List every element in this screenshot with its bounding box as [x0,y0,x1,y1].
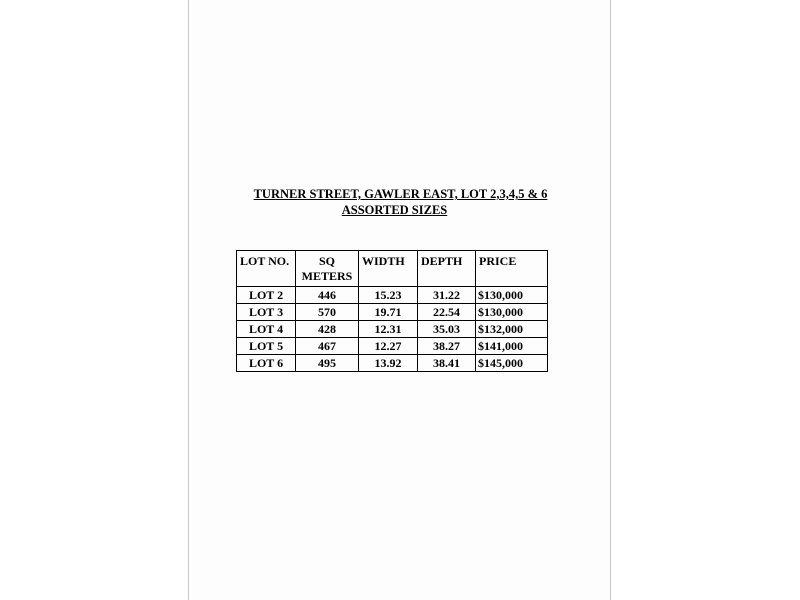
cell-lot: LOT 2 [237,287,296,304]
document-title: TURNER STREET, GAWLER EAST, LOT 2,3,4,5 & 6 [253,187,548,201]
header-width: WIDTH [359,251,418,287]
cell-price: $132,000 [476,321,548,338]
cell-width: 12.31 [359,321,418,338]
cell-lot: LOT 4 [237,321,296,338]
cell-lot: LOT 5 [237,338,296,355]
header-lot-no: LOT NO. [237,251,296,287]
table-row [237,304,548,321]
header-sq-line1: SQ [318,254,335,268]
cell-sq: 570 [296,304,359,321]
cell-price: $141,000 [476,338,548,355]
table-row [237,338,548,355]
cell-depth: 35.03 [418,321,476,338]
cell-width: 19.71 [359,304,418,321]
cell-sq: 428 [296,321,359,338]
cell-lot: LOT 3 [237,304,296,321]
cell-width: 12.27 [359,338,418,355]
cell-sq: 467 [296,338,359,355]
table-row [237,321,548,338]
cell-lot: LOT 6 [237,355,296,372]
table-row [237,287,548,304]
header-sq-line2: METERS [301,269,353,283]
document-subtitle: ASSORTED SIZES [341,203,448,217]
title-block [189,186,612,218]
cell-sq: 495 [296,355,359,372]
cell-depth: 22.54 [418,304,476,321]
table-header-row [237,251,548,287]
cell-sq: 446 [296,287,359,304]
lot-table [236,250,548,372]
cell-depth: 38.27 [418,338,476,355]
header-price: PRICE [476,251,548,287]
cell-width: 13.92 [359,355,418,372]
cell-depth: 38.41 [418,355,476,372]
cell-depth: 31.22 [418,287,476,304]
cell-price: $130,000 [476,304,548,321]
header-sq-meters [296,251,359,287]
cell-price: $130,000 [476,287,548,304]
cell-width: 15.23 [359,287,418,304]
document-page [188,0,611,600]
table-row [237,355,548,372]
header-depth: DEPTH [418,251,476,287]
cell-price: $145,000 [476,355,548,372]
